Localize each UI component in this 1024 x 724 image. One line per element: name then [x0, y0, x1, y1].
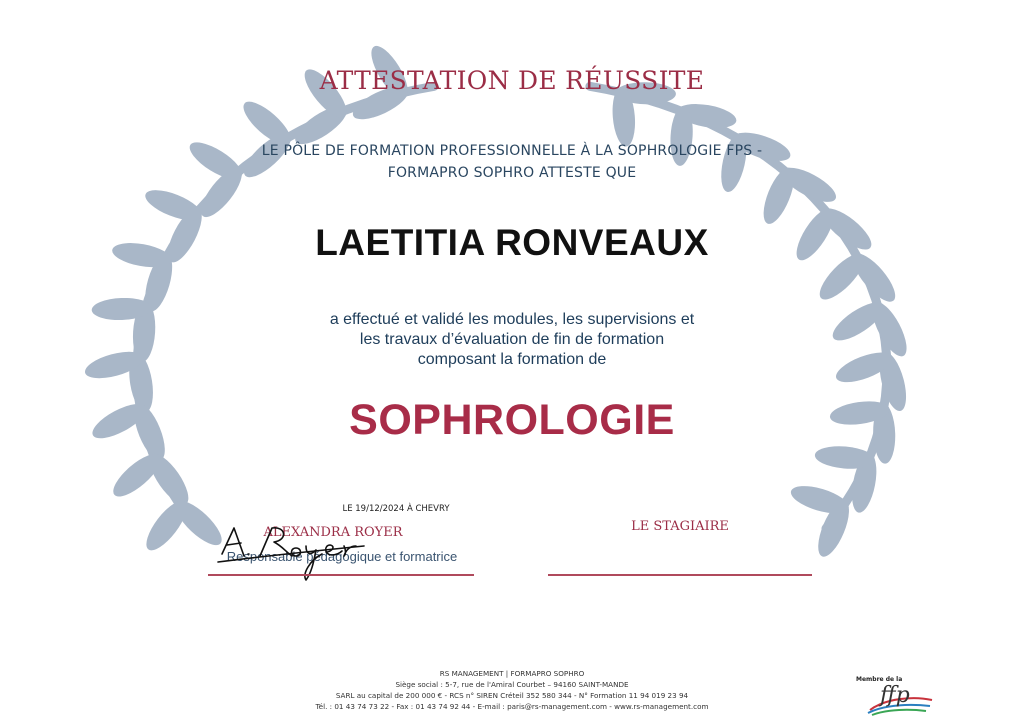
- intro-line-1: LE PÔLE DE FORMATION PROFESSIONNELLE À LA SOPHROLOGIE FPS -: [261, 143, 763, 159]
- footer-company-info: [262, 668, 762, 712]
- recipient-name: LAETITIA RONVEAUX: [315, 222, 709, 263]
- ffp-member-text: Membre de la: [856, 676, 903, 683]
- left-laurel-branch: [82, 41, 434, 556]
- certificate-body: [262, 310, 762, 370]
- laurel-leaf: [140, 495, 194, 556]
- footer-line-2: Siège social : 5-7, rue de l'Amiral Courbet – 94160 SAINT-MANDE: [395, 680, 629, 689]
- body-line-2: les travaux d’évaluation de fin de formation: [359, 331, 665, 348]
- course-name: SOPHROLOGIE: [349, 396, 675, 444]
- certificate-intro: [212, 140, 812, 184]
- intro-line-2: FORMAPRO SOPHRO ATTESTE QUE: [387, 165, 637, 181]
- footer-line-3: SARL au capital de 200 000 € - RCS n° SIREN Créteil 352 580 344 - N° Formation 11 94 019 23 94: [335, 691, 689, 700]
- signer-name: ALEXANDRA ROYER: [263, 525, 403, 540]
- trainee-signature-line: [548, 574, 812, 576]
- body-line-1: a effectué et validé les modules, les supervisions et: [329, 311, 695, 328]
- signer-role: Responsable pédagogique et formatrice: [226, 549, 458, 564]
- body-line-3: composant la formation de: [417, 351, 607, 368]
- date-place: LE 19/12/2024 À CHEVRY: [342, 504, 450, 514]
- ffp-logo-text: ffp: [880, 683, 910, 708]
- trainee-label: LE STAGIAIRE: [631, 519, 729, 534]
- signer-signature-line: [208, 574, 474, 576]
- certificate-title: ATTESTATION DE RÉUSSITE: [319, 66, 705, 95]
- footer-line-4: Tél. : 01 43 74 73 22 - Fax : 01 43 74 92 44 - E-mail : paris@rs-management.com - www.rs-management.com: [315, 702, 709, 711]
- footer-line-1: RS MANAGEMENT | FORMAPRO SOPHRO: [439, 669, 585, 678]
